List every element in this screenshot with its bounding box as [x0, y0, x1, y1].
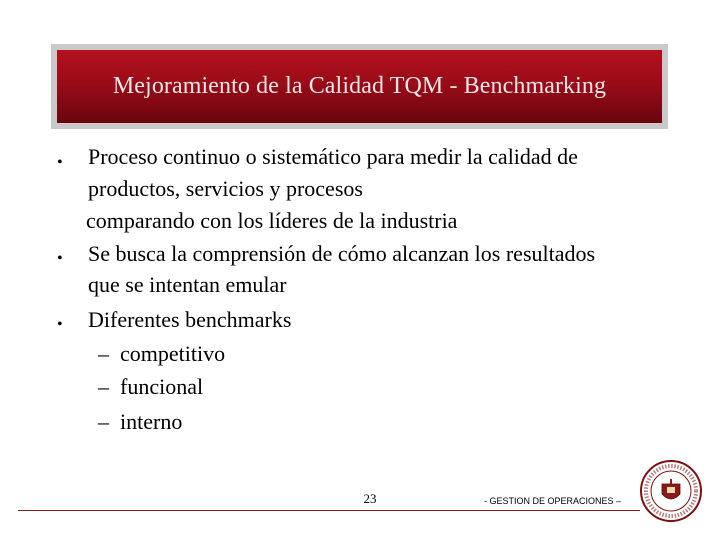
- dash-icon: –: [98, 409, 109, 434]
- title-bar: [57, 50, 662, 123]
- bullet-1-continuation: comparando con los líderes de la industria: [86, 208, 458, 233]
- bullet-1-line-1: Proceso continuo o sistemático para medir la calidad de: [88, 144, 578, 169]
- dash-icon: –: [98, 374, 109, 399]
- bullet-3-line-1: Diferentes benchmarks: [88, 307, 292, 332]
- bullet-1-line-2: productos, servicios y procesos: [88, 176, 363, 201]
- university-seal-logo: [640, 460, 702, 522]
- bullet-icon: •: [57, 316, 63, 333]
- bullet-icon: •: [57, 154, 63, 171]
- subitem-competitivo: competitivo: [120, 341, 226, 366]
- page-number: 23: [363, 491, 377, 506]
- footer-rule: [18, 510, 640, 511]
- bullet-icon: •: [57, 250, 63, 267]
- seal-icon: [640, 460, 702, 522]
- bullet-2-line-1: Se busca la comprensión de cómo alcanzan los resultados: [88, 241, 596, 266]
- bullet-2-line-2: que se intentan emular: [88, 272, 287, 297]
- footer-course-label: - GESTION DE OPERACIONES –: [484, 496, 622, 506]
- subitem-interno: interno: [120, 409, 183, 434]
- dash-icon: –: [98, 341, 109, 366]
- slide-title: Mejoramiento de la Calidad TQM - Benchmarking: [112, 73, 607, 99]
- subitem-funcional: funcional: [120, 374, 204, 399]
